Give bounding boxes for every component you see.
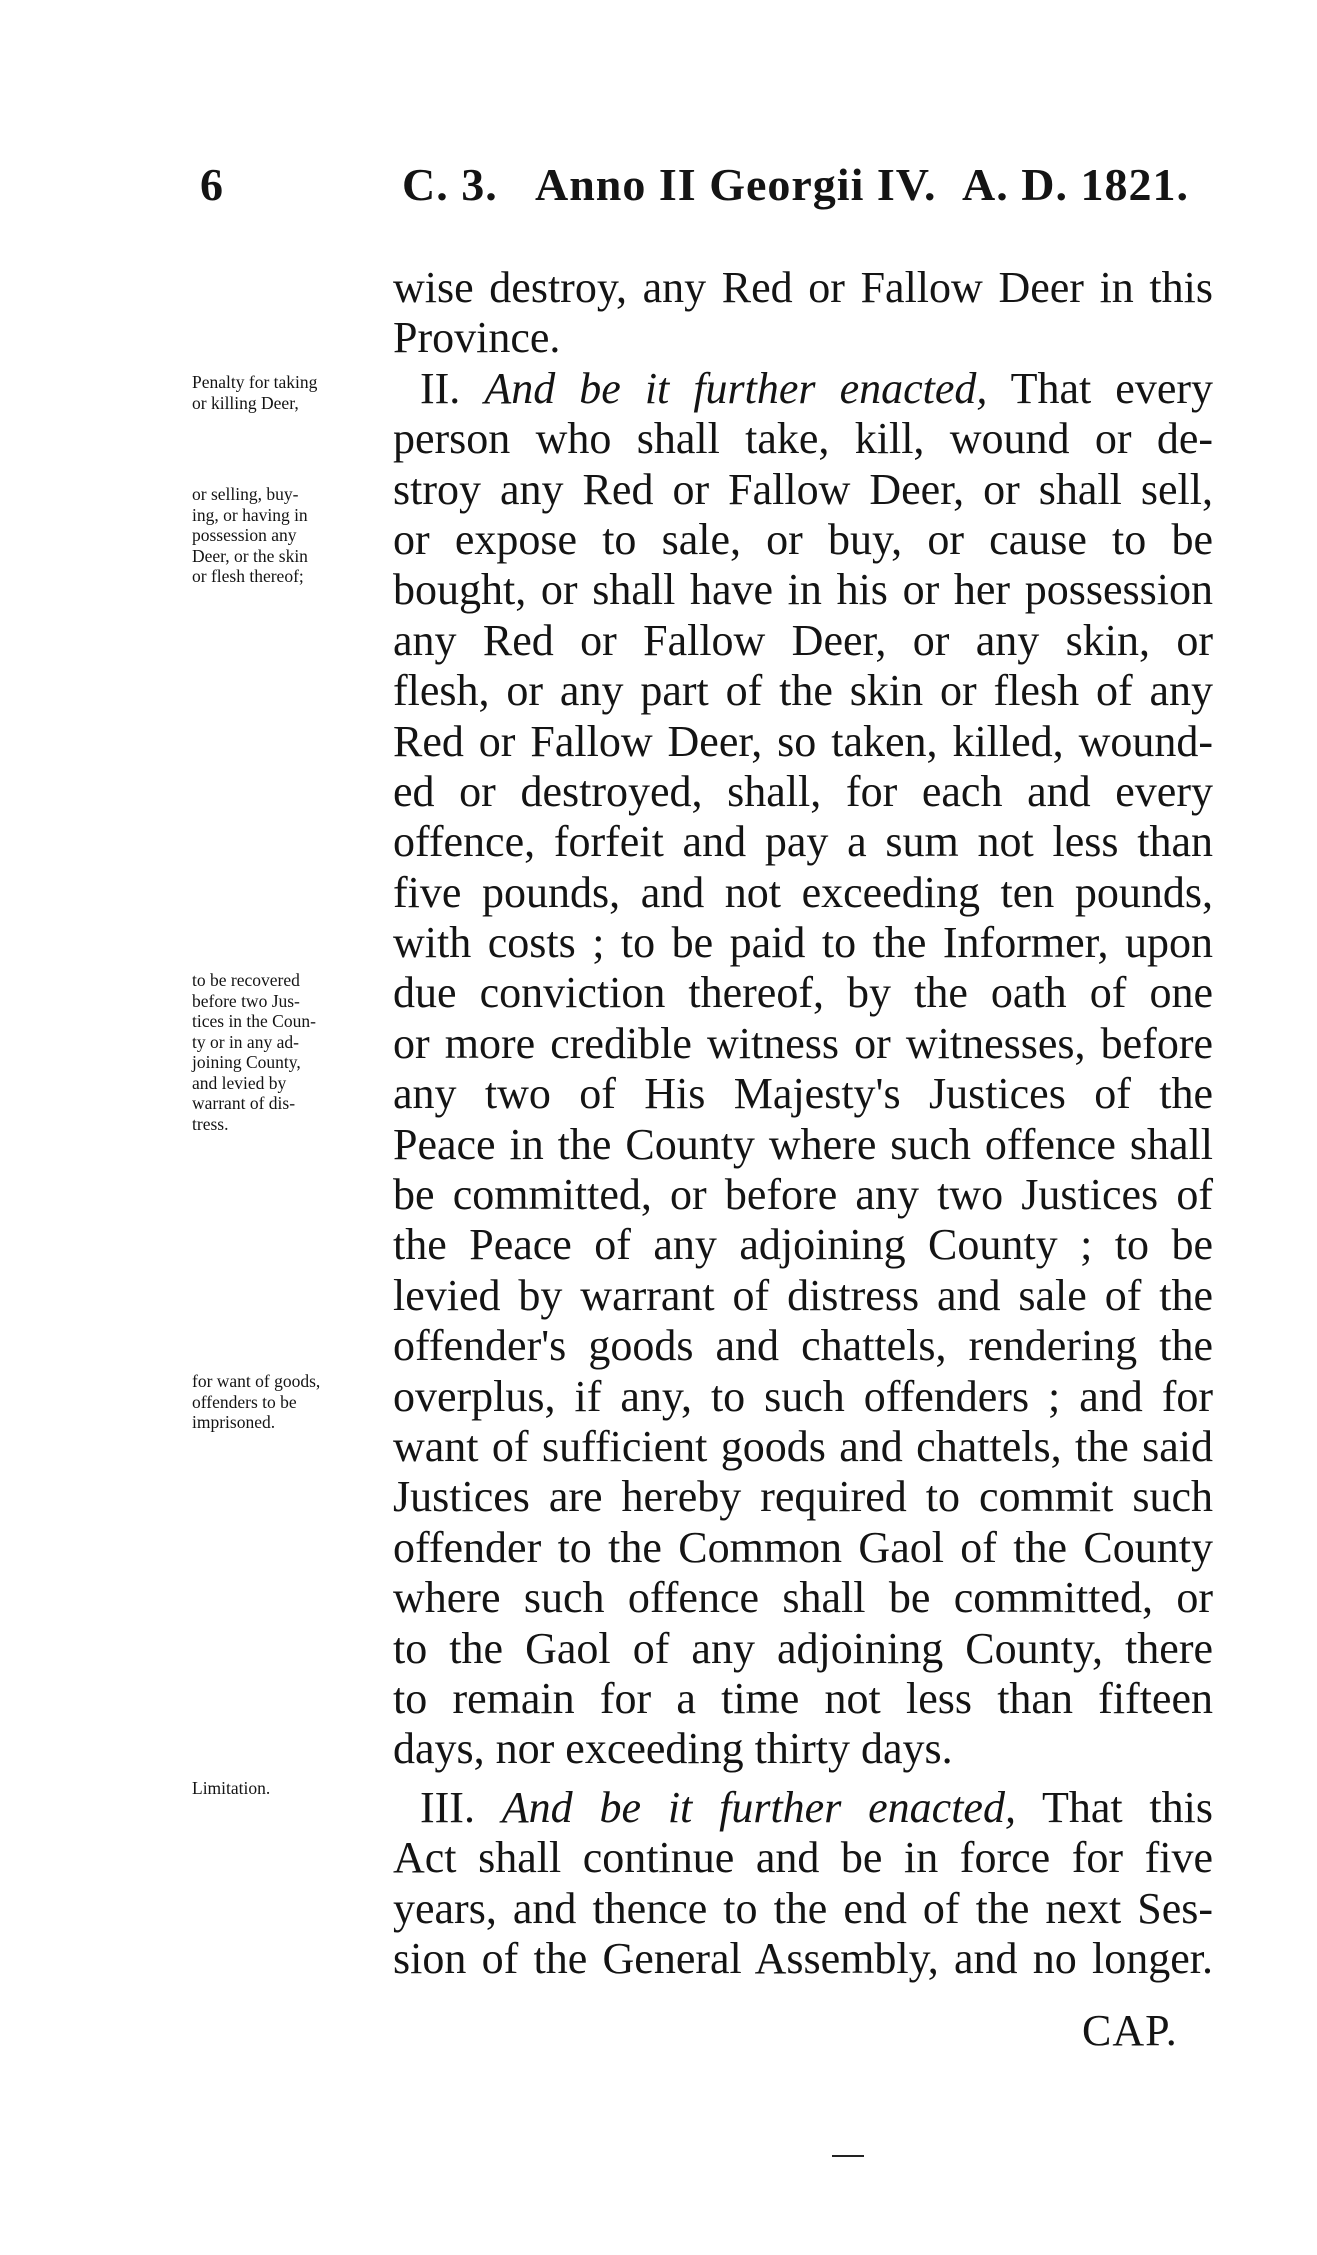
margin-note-line: tress.	[192, 1113, 229, 1134]
page-number: 6	[200, 159, 223, 210]
margin-note-line: Limitation.	[192, 1778, 271, 1798]
margin-note-line: ing, or having in	[192, 504, 308, 525]
text-line: levied by warrant of distress and sale of the	[393, 1270, 1213, 1320]
margin-note-line: joining County,	[192, 1052, 301, 1072]
text-line: due conviction thereof, by the oath of one	[393, 968, 1213, 1018]
margin-note-line: tices in the Coun-	[192, 1011, 316, 1031]
margin-note-line: and levied by	[192, 1072, 287, 1093]
section-heading-line	[393, 364, 1213, 414]
enacting-phrase: And be it further enacted,	[484, 363, 988, 413]
text-line: sion of the General Assembly, and no longer.	[393, 1933, 1213, 1983]
text-line: Act shall continue and be in force for five	[393, 1833, 1213, 1883]
margin-note-line: imprisoned.	[192, 1412, 276, 1432]
text-line: Province.	[393, 313, 561, 363]
text-line: days, nor exceeding thirty days.	[393, 1724, 953, 1774]
text-line: want of sufficient goods and chattels, the said	[393, 1421, 1213, 1471]
text-line: person who shall take, kill, wound or de-	[393, 414, 1213, 464]
text-line: with costs ; to be paid to the Informer, upon	[393, 918, 1213, 968]
text-line: or more credible witness or witnesses, before	[393, 1018, 1213, 1068]
margin-note-line: to be recovered	[192, 970, 300, 990]
margin-note-line: ty or in any ad-	[192, 1031, 299, 1052]
year-date: A. D. 1821.	[962, 159, 1189, 210]
margin-note-line: or selling, buy-	[192, 484, 299, 504]
text-line: five pounds, and not exceeding ten pounds,	[393, 867, 1213, 917]
text-line: flesh, or any part of the skin or flesh of any	[393, 666, 1213, 716]
text-line: Justices are hereby required to commit such	[393, 1472, 1213, 1522]
text-line: to remain for a time not less than fifteen	[393, 1673, 1213, 1723]
text-fragment: That this	[1015, 1782, 1213, 1832]
margin-note-line: Penalty for taking	[192, 372, 318, 392]
text-line: be committed, or before any two Justices of	[393, 1170, 1213, 1220]
margin-note	[192, 970, 382, 1134]
text-line: any Red or Fallow Deer, or any skin, or	[393, 615, 1213, 665]
text-line: any two of His Majesty's Justices of the	[393, 1069, 1213, 1119]
text-line: where such offence shall be committed, or	[393, 1573, 1213, 1623]
text-line: years, and thence to the end of the next Ses-	[393, 1883, 1213, 1933]
enacting-phrase: And be it further enacted,	[501, 1782, 1016, 1832]
margin-note-line: Deer, or the skin	[192, 545, 308, 566]
text-line: the Peace of any adjoining County ; to be	[393, 1220, 1213, 1270]
margin-note-line: or killing Deer,	[192, 392, 299, 413]
catchword: CAP.	[1082, 2006, 1178, 2055]
margin-note-line: possession any	[192, 525, 297, 545]
text-line: or expose to sale, or buy, or cause to be	[393, 514, 1213, 564]
text-line: overplus, if any, to such offenders ; and for	[393, 1371, 1213, 1421]
margin-note	[192, 1778, 382, 1799]
text-line: offender's goods and chattels, rendering the	[393, 1321, 1213, 1371]
margin-note-line: for want of goods,	[192, 1371, 321, 1391]
chapter-number: C. 3.	[402, 159, 498, 210]
margin-notes	[0, 0, 390, 2255]
text-line: to the Gaol of any adjoining County, there	[393, 1623, 1213, 1673]
section-numeral: II.	[420, 363, 461, 413]
printer-rule	[832, 2155, 864, 2157]
regnal-year: Anno II Georgii IV.	[535, 159, 937, 210]
margin-note	[192, 484, 382, 587]
margin-note-line: or flesh thereof;	[192, 566, 304, 586]
margin-note-line: before two Jus-	[192, 990, 300, 1011]
text-line: offence, forfeit and pay a sum not less than	[393, 817, 1213, 867]
section-numeral: III.	[420, 1782, 475, 1832]
text-line: bought, or shall have in his or her possession	[393, 565, 1213, 615]
text-line: Peace in the County where such offence shall	[393, 1119, 1213, 1169]
section-heading-line	[393, 1783, 1213, 1833]
margin-note-line: warrant of dis-	[192, 1093, 296, 1113]
text-line: stroy any Red or Fallow Deer, or shall sell,	[393, 464, 1213, 514]
margin-note-line: offenders to be	[192, 1391, 297, 1412]
text-line: ed or destroyed, shall, for each and every	[393, 766, 1213, 816]
text-line: Red or Fallow Deer, so taken, killed, wound-	[393, 716, 1213, 766]
text-line: wise destroy, any Red or Fallow Deer in this	[393, 263, 1213, 312]
margin-note	[192, 372, 382, 413]
margin-note	[192, 1371, 382, 1433]
text-line: offender to the Common Gaol of the County	[393, 1522, 1213, 1572]
body-text	[393, 263, 1213, 1984]
text-fragment: That every	[987, 363, 1214, 413]
